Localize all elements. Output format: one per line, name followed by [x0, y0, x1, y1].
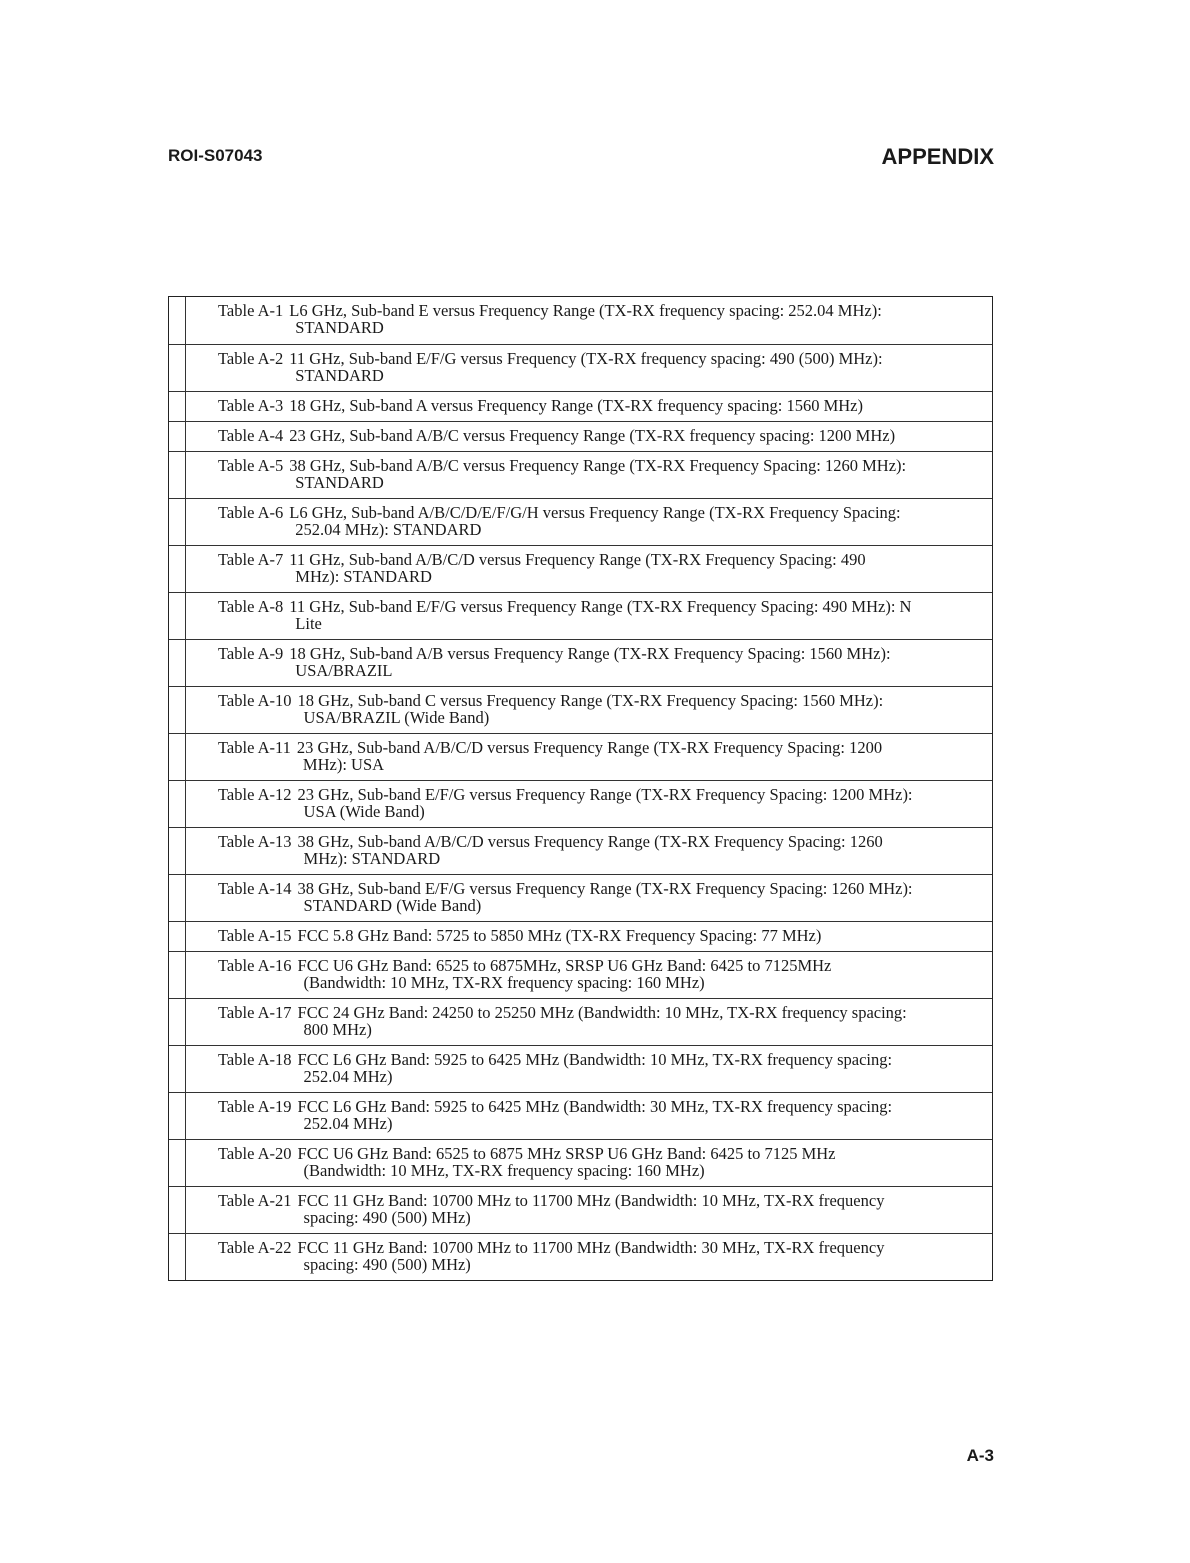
- table-list-row: [169, 344, 992, 391]
- table-number: Table A-9: [218, 644, 284, 663]
- table-number: Table A-21: [218, 1191, 292, 1210]
- section-title: APPENDIX: [881, 144, 994, 169]
- table-description: [298, 1192, 980, 1228]
- page-number: A-3: [966, 1446, 994, 1465]
- row-gutter: [169, 1234, 186, 1280]
- table-entry: [186, 392, 992, 421]
- table-description-line: (Bandwidth: 10 MHz, TX-RX frequency spacing: 160 MHz): [303, 1161, 705, 1180]
- table-list-row: [169, 874, 992, 921]
- table-entry: [186, 640, 992, 686]
- table-number: Table A-5: [218, 456, 284, 475]
- table-number: Table A-7: [218, 550, 284, 569]
- table-description-line: FCC 5.8 GHz Band: 5725 to 5850 MHz (TX-RX Frequency Spacing: 77 MHz): [297, 926, 822, 945]
- table-description-line: FCC L6 GHz Band: 5925 to 6425 MHz (Bandwidth: 30 MHz, TX-RX frequency spacing:: [297, 1097, 893, 1116]
- table-description: [298, 957, 980, 993]
- table-number: Table A-19: [218, 1097, 292, 1116]
- table-description-line: USA/BRAZIL: [295, 661, 393, 680]
- table-list-row: [169, 451, 992, 498]
- table-description-line: L6 GHz, Sub-band E versus Frequency Range (TX-RX frequency spacing: 252.04 MHz):: [289, 301, 882, 320]
- row-gutter: [169, 499, 186, 545]
- row-gutter: [169, 828, 186, 874]
- table-description: [298, 1098, 980, 1134]
- table-description-line: 38 GHz, Sub-band E/F/G versus Frequency Range (TX-RX Frequency Spacing: 1260 MHz):: [297, 879, 913, 898]
- table-entry: [186, 1093, 992, 1139]
- table-description-line: MHz): STANDARD: [295, 567, 432, 586]
- table-number: Table A-3: [218, 396, 284, 415]
- table-description: [298, 1051, 980, 1087]
- table-description-line: 252.04 MHz): [303, 1067, 393, 1086]
- table-description-line: STANDARD (Wide Band): [303, 896, 482, 915]
- row-gutter: [169, 345, 186, 391]
- table-entry: [186, 952, 992, 998]
- table-description-line: FCC 11 GHz Band: 10700 MHz to 11700 MHz (Bandwidth: 30 MHz, TX-RX frequency: [297, 1238, 885, 1257]
- table-description-line: spacing: 490 (500) MHz): [303, 1208, 471, 1227]
- table-description-line: FCC 11 GHz Band: 10700 MHz to 11700 MHz (Bandwidth: 10 MHz, TX-RX frequency: [297, 1191, 885, 1210]
- table-list-row: [169, 733, 992, 780]
- table-description: [289, 427, 980, 446]
- document-id: ROI-S07043: [168, 146, 263, 165]
- table-description: [289, 504, 980, 540]
- table-description-line: USA/BRAZIL (Wide Band): [303, 708, 490, 727]
- table-list-row: [169, 1186, 992, 1233]
- table-description-line: FCC 24 GHz Band: 24250 to 25250 MHz (Bandwidth: 10 MHz, TX-RX frequency spacing:: [297, 1003, 907, 1022]
- table-list-row: [169, 951, 992, 998]
- table-list-row: [169, 1139, 992, 1186]
- table-number: Table A-8: [218, 597, 284, 616]
- row-gutter: [169, 593, 186, 639]
- row-gutter: [169, 922, 186, 951]
- table-entry: [186, 687, 992, 733]
- table-description: [298, 786, 980, 822]
- table-entry: [186, 999, 992, 1045]
- table-description: [298, 880, 980, 916]
- table-number: Table A-18: [218, 1050, 292, 1069]
- table-description-line: 252.04 MHz): [303, 1114, 393, 1133]
- table-description: [289, 598, 980, 634]
- table-entry: [186, 1140, 992, 1186]
- table-description-line: (Bandwidth: 10 MHz, TX-RX frequency spacing: 160 MHz): [303, 973, 705, 992]
- table-description-line: 38 GHz, Sub-band A/B/C versus Frequency Range (TX-RX Frequency Spacing: 1260 MHz):: [289, 456, 907, 475]
- table-list-row: [169, 592, 992, 639]
- table-list-row: [169, 921, 992, 951]
- table-list-row: [169, 545, 992, 592]
- table-number: Table A-17: [218, 1003, 292, 1022]
- table-entry: [186, 1046, 992, 1092]
- table-entry: [186, 734, 992, 780]
- table-description: [289, 645, 980, 681]
- table-number: Table A-6: [218, 503, 284, 522]
- table-description-line: 18 GHz, Sub-band A versus Frequency Range (TX-RX frequency spacing: 1560 MHz): [289, 396, 864, 415]
- table-description-line: Lite: [295, 614, 322, 633]
- table-entry: [186, 1234, 992, 1280]
- table-number: Table A-11: [218, 738, 291, 757]
- table-number: Table A-15: [218, 926, 292, 945]
- table-description-line: spacing: 490 (500) MHz): [303, 1255, 471, 1274]
- row-gutter: [169, 875, 186, 921]
- table-entry: [186, 546, 992, 592]
- table-description: [289, 350, 980, 386]
- row-gutter: [169, 999, 186, 1045]
- table-entry: [186, 875, 992, 921]
- table-number: Table A-2: [218, 349, 284, 368]
- table-description-line: USA (Wide Band): [303, 802, 425, 821]
- table-list: [168, 296, 993, 1281]
- table-list-row: [169, 391, 992, 421]
- table-number: Table A-12: [218, 785, 292, 804]
- row-gutter: [169, 546, 186, 592]
- table-description: [298, 1239, 980, 1275]
- table-number: Table A-20: [218, 1144, 292, 1163]
- table-list-row: [169, 1045, 992, 1092]
- table-number: Table A-10: [218, 691, 292, 710]
- table-description-line: 800 MHz): [303, 1020, 372, 1039]
- table-number: Table A-4: [218, 426, 284, 445]
- table-list-row: [169, 639, 992, 686]
- table-description: [289, 397, 980, 416]
- table-description-line: MHz): USA: [302, 755, 385, 774]
- table-number: Table A-1: [218, 301, 284, 320]
- table-entry: [186, 499, 992, 545]
- table-list-row: [169, 297, 992, 344]
- row-gutter: [169, 952, 186, 998]
- table-description-line: 23 GHz, Sub-band A/B/C versus Frequency Range (TX-RX frequency spacing: 1200 MHz): [289, 426, 896, 445]
- table-entry: [186, 422, 992, 451]
- table-entry: [186, 297, 992, 344]
- table-description: [297, 739, 980, 775]
- row-gutter: [169, 1140, 186, 1186]
- table-list-row: [169, 998, 992, 1045]
- table-list-row: [169, 421, 992, 451]
- table-entry: [186, 828, 992, 874]
- table-number: Table A-16: [218, 956, 292, 975]
- table-description-line: 38 GHz, Sub-band A/B/C/D versus Frequency Range (TX-RX Frequency Spacing: 1260: [297, 832, 883, 851]
- table-description: [298, 692, 980, 728]
- table-description-line: FCC L6 GHz Band: 5925 to 6425 MHz (Bandwidth: 10 MHz, TX-RX frequency spacing:: [297, 1050, 893, 1069]
- table-description-line: 11 GHz, Sub-band E/F/G versus Frequency Range (TX-RX Frequency Spacing: 490 MHz): N: [289, 597, 912, 616]
- row-gutter: [169, 687, 186, 733]
- table-description-line: 252.04 MHz): STANDARD: [295, 520, 482, 539]
- table-description: [289, 551, 980, 587]
- table-description-line: L6 GHz, Sub-band A/B/C/D/E/F/G/H versus Frequency Range (TX-RX Frequency Spacing:: [289, 503, 901, 522]
- table-list-row: [169, 1233, 992, 1280]
- row-gutter: [169, 1187, 186, 1233]
- table-entry: [186, 922, 992, 951]
- table-number: Table A-14: [218, 879, 292, 898]
- row-gutter: [169, 392, 186, 421]
- table-description-line: FCC U6 GHz Band: 6525 to 6875 MHz SRSP U6 GHz Band: 6425 to 7125 MHz: [297, 1144, 836, 1163]
- table-description-line: FCC U6 GHz Band: 6525 to 6875MHz, SRSP U6 GHz Band: 6425 to 7125MHz: [297, 956, 832, 975]
- row-gutter: [169, 734, 186, 780]
- table-description-line: 11 GHz, Sub-band A/B/C/D versus Frequency Range (TX-RX Frequency Spacing: 490: [289, 550, 866, 569]
- table-description: [298, 833, 980, 869]
- table-list-row: [169, 1092, 992, 1139]
- row-gutter: [169, 422, 186, 451]
- table-entry: [186, 345, 992, 391]
- row-gutter: [169, 1093, 186, 1139]
- table-list-row: [169, 780, 992, 827]
- row-gutter: [169, 1046, 186, 1092]
- table-description: [298, 1004, 980, 1040]
- table-description-line: 18 GHz, Sub-band A/B versus Frequency Range (TX-RX Frequency Spacing: 1560 MHz):: [289, 644, 891, 663]
- table-entry: [186, 593, 992, 639]
- table-description: [298, 1145, 980, 1181]
- row-gutter: [169, 781, 186, 827]
- table-description-line: 18 GHz, Sub-band C versus Frequency Range (TX-RX Frequency Spacing: 1560 MHz):: [297, 691, 884, 710]
- table-description-line: 23 GHz, Sub-band E/F/G versus Frequency Range (TX-RX Frequency Spacing: 1200 MHz):: [297, 785, 913, 804]
- table-description-line: STANDARD: [295, 366, 384, 385]
- table-description-line: 11 GHz, Sub-band E/F/G versus Frequency (TX-RX frequency spacing: 490 (500) MHz):: [289, 349, 883, 368]
- table-list-row: [169, 827, 992, 874]
- table-entry: [186, 452, 992, 498]
- table-description: [289, 302, 980, 339]
- table-entry: [186, 1187, 992, 1233]
- table-list-row: [169, 686, 992, 733]
- table-description-line: 23 GHz, Sub-band A/B/C/D versus Frequency Range (TX-RX Frequency Spacing: 1200: [296, 738, 883, 757]
- table-number: Table A-13: [218, 832, 292, 851]
- table-description: [298, 927, 980, 946]
- table-entry: [186, 781, 992, 827]
- row-gutter: [169, 297, 186, 344]
- row-gutter: [169, 452, 186, 498]
- table-description-line: MHz): STANDARD: [303, 849, 441, 868]
- table-description-line: STANDARD: [295, 473, 384, 492]
- table-list-row: [169, 498, 992, 545]
- table-number: Table A-22: [218, 1238, 292, 1257]
- table-description: [289, 457, 980, 493]
- row-gutter: [169, 640, 186, 686]
- table-description-line: STANDARD: [295, 318, 384, 337]
